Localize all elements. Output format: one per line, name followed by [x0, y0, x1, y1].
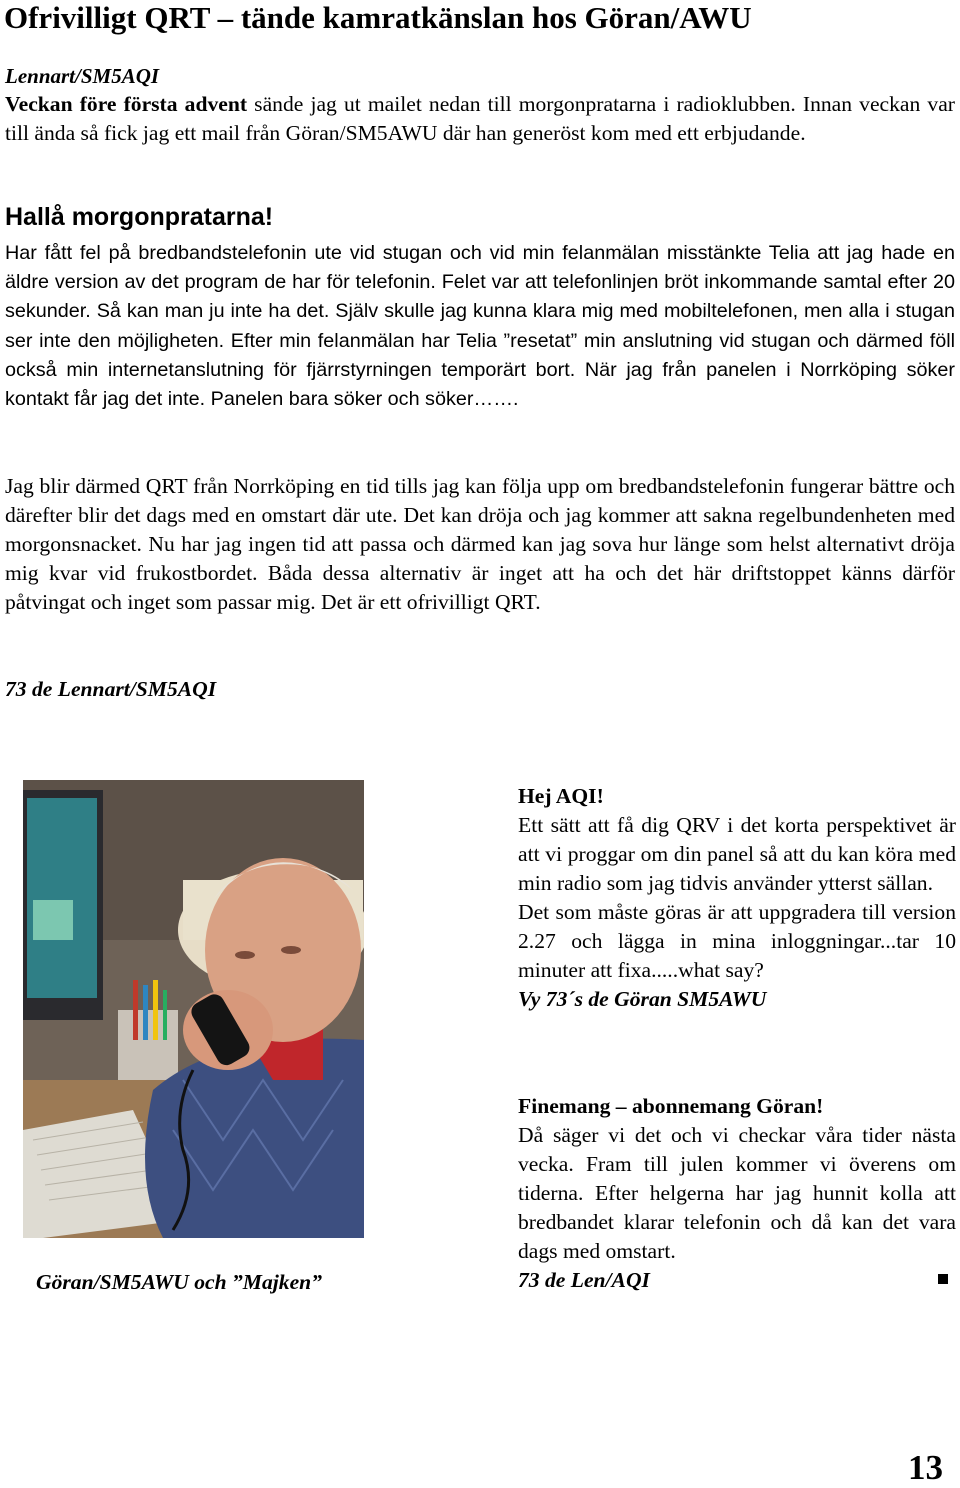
photo-illustration — [23, 780, 364, 1238]
intro-paragraph — [5, 90, 955, 148]
reply-goran-paragraph: Det som måste göras är att uppgradera till version 2.27 och lägga in mina inloggningar...tar 10 minuter att fixa.....what say? — [518, 900, 956, 982]
reply-goran-signature: Vy 73´s de Göran SM5AWU — [518, 987, 767, 1011]
reply-lennart-signature: 73 de Len/AQI — [518, 1268, 650, 1292]
photo-man-on-phone — [23, 780, 364, 1238]
reply-lennart-heading: Finemang – abonnemang Göran! — [518, 1094, 824, 1118]
reply-goran-paragraph: Ett sätt att få dig QRV i det korta perspektivet är att vi proggar om din panel så att du kan köra med min radio som jag tidvis använder ytterst sällan. — [518, 813, 956, 895]
signature: 73 de Lennart/SM5AQI — [5, 677, 217, 701]
reply-lennart — [518, 1092, 956, 1295]
reply-goran — [518, 782, 956, 1014]
mail-greeting: Hallå morgonpratarna! — [5, 203, 274, 231]
intro-rest: sände jag ut mailet nedan till morgonpratarna i radioklubben. Innan veckan var till ända så fick jag ett mail från Göran/SM5AWU där han generöst kom med ett erbjudande. — [5, 92, 955, 145]
mail-body: Har fått fel på bredbandstelefonin ute vid stugan och vid min felanmälan misstänkte Telia att jag hade en äldre version av det program de har för telefonin. Felet var att telefonlinjen bröt inkommande samtal efter 20 sekunder. Så kan man ju inte ha det. Själv skulle jag kunna klara mig med mobiltelefonen, men alla i stugan ser inte den möjligheten. Efter min felanmälan har Telia ”resetat” min anslutning vid stugan och därmed föll också min internetanslutning för fjärrstyrningen temporärt bort. När jag från panelen i Norrköping söker kontakt får jag det inte. Panelen bara söker och söker……. — [5, 242, 955, 411]
photo-caption: Göran/SM5AWU och ”Majken” — [36, 1270, 322, 1294]
reply-lennart-paragraph: Då säger vi det och vi checkar våra tider nästa vecka. Fram till julen kommer vi överens om tiderna. Efter helgerna har jag hunnit kolla att bredbandet klarar telefonin och då kan det vara dags med omstart. — [518, 1123, 956, 1263]
body-paragraph: Jag blir därmed QRT från Norrköping en tid tills jag kan följa upp om bredbandstelefonin fungerar bättre och därefter blir det dags med en omstart där ute. Det kan dröja och jag kommer att sakna regelbundenheten med morgonsnacket. Nu har jag ingen tid att passa och därmed kan jag sova hur länge som helst alternativt dröja mig kvar vid frukostbordet. Båda dessa alternativ är inget att ha och det här driftstoppet känns därför påtvingat och inget som passar mig. Det är ett ofrivilligt QRT. — [5, 474, 955, 614]
end-of-article-square-icon — [938, 1274, 948, 1284]
page-number: 13 — [908, 1448, 943, 1487]
article-title: Ofrivilligt QRT – tände kamratkänslan hos Göran/AWU — [4, 0, 752, 35]
reply-goran-heading: Hej AQI! — [518, 784, 604, 808]
author-byline: Lennart/SM5AQI — [5, 64, 160, 88]
intro-lead: Veckan före första advent — [5, 92, 248, 116]
